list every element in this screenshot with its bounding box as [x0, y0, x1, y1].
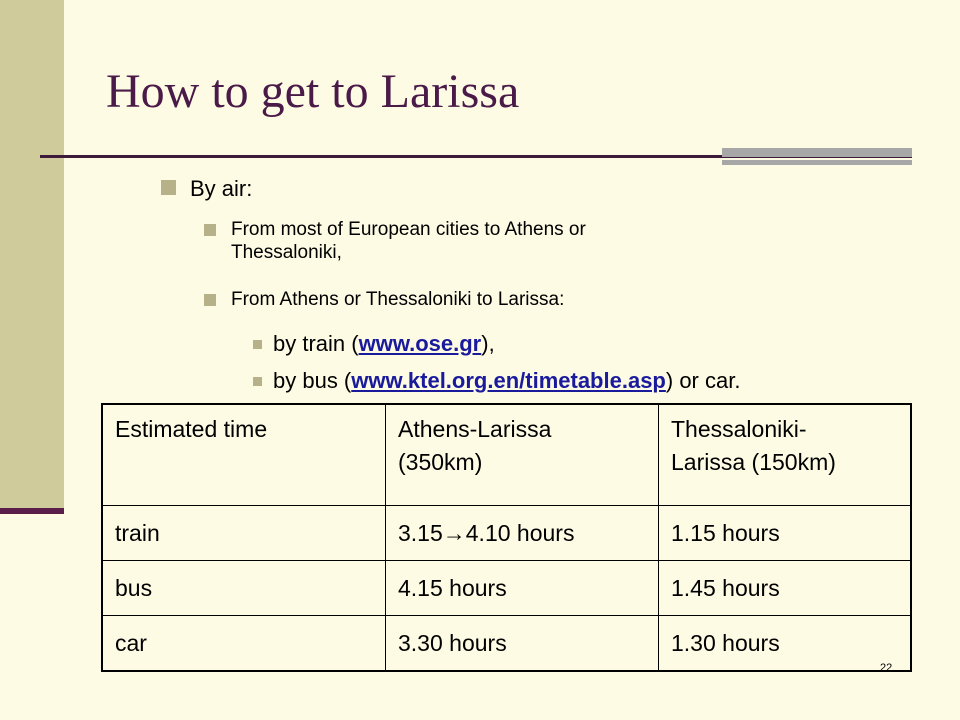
travel-time-table — [101, 403, 912, 672]
cell-mode: train — [102, 506, 386, 561]
cell-athens-time: 3.15→4.10 hours — [386, 506, 659, 561]
bus-link[interactable]: www.ktel.org.en/timetable.asp — [351, 368, 666, 393]
slide-number: 22 — [880, 662, 893, 674]
bullet-square-icon — [253, 340, 262, 349]
bullet-from-europe-line1: From most of European cities to Athens or — [231, 219, 586, 240]
table-row — [102, 561, 911, 616]
bullet-square-icon — [253, 377, 262, 386]
train-suffix: ), — [481, 331, 495, 356]
cell-thess-time: 1.45 hours — [659, 561, 912, 616]
header-athens-larissa — [386, 404, 659, 506]
bullet-by-train — [273, 331, 495, 357]
bus-prefix: by bus ( — [273, 368, 352, 393]
header-thess-line2: Larissa (150km) — [671, 449, 836, 475]
table-row — [102, 616, 911, 672]
header-thess-line1: Thessaloniki- — [671, 416, 807, 442]
table-row — [102, 506, 911, 561]
slide-title: How to get to Larissa — [106, 65, 520, 118]
cell-athens-time: 4.15 hours — [386, 561, 659, 616]
cell-thess-time: 1.30 hours — [659, 616, 912, 672]
cell-thess-time: 1.15 hours — [659, 506, 912, 561]
bullet-by-air: By air: — [190, 176, 253, 201]
title-divider-accent-top — [722, 148, 912, 157]
bullet-from-europe-line2: Thessaloniki, — [231, 242, 342, 263]
bus-suffix: ) or car. — [665, 368, 741, 393]
bullet-square-icon — [204, 224, 216, 236]
sidebar-accent-bar — [0, 508, 64, 514]
bullet-square-icon — [161, 180, 176, 195]
cell-mode: bus — [102, 561, 386, 616]
header-thessaloniki-larissa — [659, 404, 912, 506]
cell-athens-time: 3.30 hours — [386, 616, 659, 672]
cell-mode: car — [102, 616, 386, 672]
sidebar-band — [0, 0, 64, 512]
bullet-square-icon — [204, 294, 216, 306]
train-prefix: by train ( — [273, 331, 359, 356]
header-estimated-time: Estimated time — [102, 404, 386, 506]
bullet-by-bus — [273, 368, 740, 394]
bullet-from-athens: From Athens or Thessaloniki to Larissa: — [231, 289, 565, 310]
table-header-row — [102, 404, 911, 506]
title-divider-accent-bottom — [722, 160, 912, 165]
header-athens-line2: (350km) — [398, 449, 483, 475]
train-link[interactable]: www.ose.gr — [358, 331, 482, 356]
header-athens-line1: Athens-Larissa — [398, 416, 552, 442]
